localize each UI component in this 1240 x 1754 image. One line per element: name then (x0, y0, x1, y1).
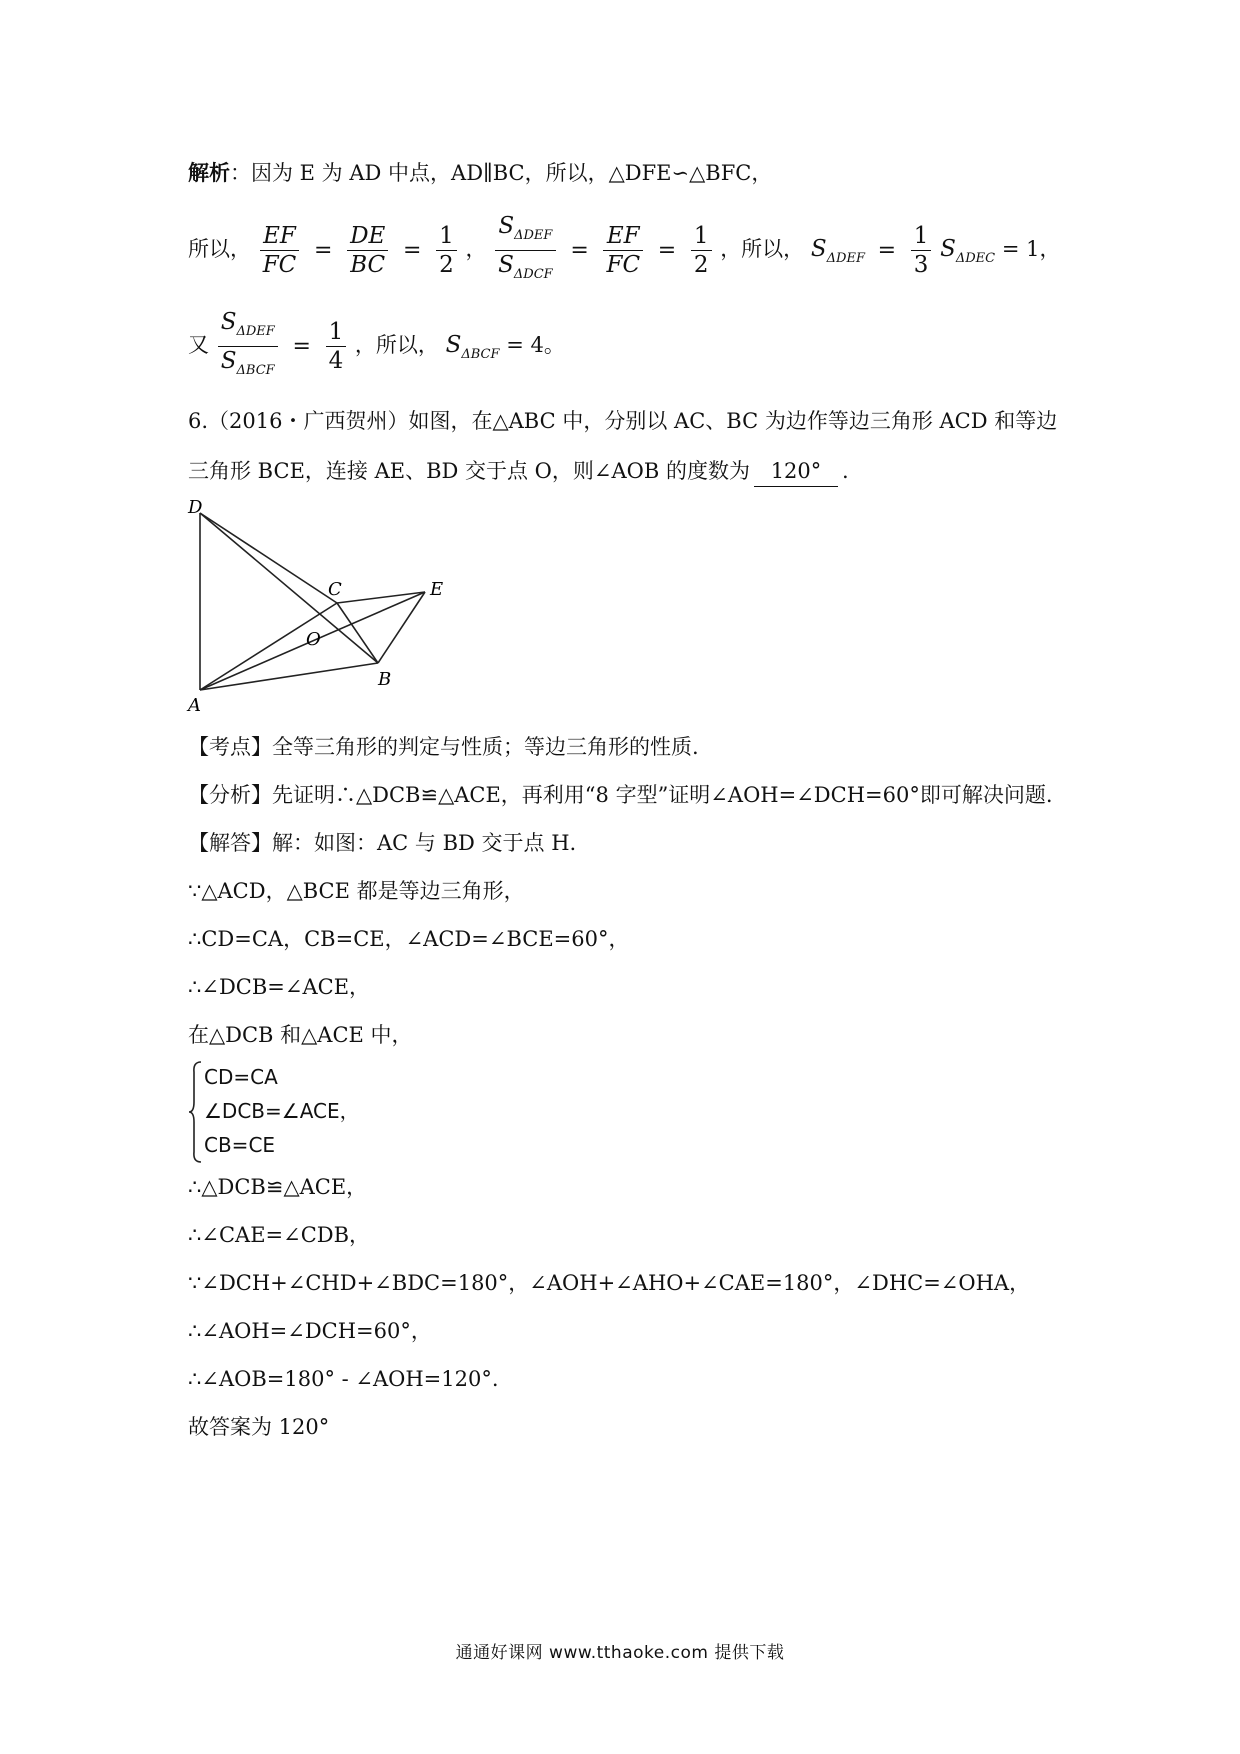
jieda: 【解答】解：如图：AC 与 BD 交于点 H. (188, 831, 577, 855)
s-def (810, 236, 865, 266)
step-8: ∴∠AOH=∠DCH=60°， (188, 1319, 432, 1343)
label-e: E (430, 579, 444, 600)
frac-den: 3 (913, 252, 929, 278)
equals-sign: = (570, 237, 589, 263)
equals-sign: = (877, 237, 897, 263)
fraction-1-4 (326, 318, 347, 375)
analysis-label: 解析 (188, 160, 230, 185)
step-4: 在△DCB 和△ACE 中， (188, 1023, 413, 1047)
analysis-line-2 (188, 212, 1060, 289)
left-brace-icon (188, 1060, 204, 1164)
subscript: ΔBCF (236, 363, 275, 378)
frac-num: EF (603, 222, 643, 251)
problem-line-1: 6.（2016・广西贺州）如图，在△ABC 中，分别以 AC、BC 为边作等边三角形 ACD 和等边 (188, 409, 1058, 433)
brace-lines (204, 1060, 360, 1162)
s-symbol: S (498, 213, 515, 239)
fraction-ef-fc-2 (603, 222, 643, 279)
text-suoyi: 所以， (188, 237, 251, 261)
comma: ， (465, 237, 487, 261)
fraction-ef-fc (260, 222, 300, 279)
footer: 通通好课网 www.tthaoke.com 提供下载 (455, 1643, 785, 1663)
kaodian: 【考点】全等三角形的判定与性质；等边三角形的性质. (188, 735, 699, 759)
step-6: ∴∠CAE=∠CDB， (188, 1223, 371, 1247)
frac-num: 1 (691, 222, 712, 251)
step-2: ∴CD=CA，CB=CE，∠ACD=∠BCE=60°， (188, 927, 630, 951)
s-bcf (445, 332, 500, 362)
geometry-figure (180, 495, 460, 715)
subscript: ΔDEF (236, 324, 275, 339)
frac-num: 1 (436, 222, 457, 251)
subscript: ΔDEF (826, 251, 865, 266)
frac-den: FC (262, 252, 297, 278)
s-symbol: S (220, 309, 237, 335)
label-b: B (378, 669, 392, 690)
analysis-line-3 (188, 308, 565, 385)
label-d: D (188, 497, 203, 518)
step-1: ∵△ACD，△BCE 都是等边三角形， (188, 879, 525, 903)
analysis-text-1: ：因为 E 为 AD 中点，AD∥BC，所以，△DFE∽△BFC， (230, 161, 773, 185)
frac-num (218, 308, 278, 347)
s-symbol: S (445, 332, 462, 358)
text-suoyi-2: ，所以， (720, 237, 805, 261)
frac-den (495, 251, 556, 289)
brace-line-1: CD=CA (204, 1065, 278, 1089)
fraction-1-2-b (691, 222, 712, 279)
frac-num: DE (347, 222, 388, 251)
problem-text: 三角形 BCE，连接 AE、BD 交于点 O，则∠AOB 的度数为 (188, 459, 750, 483)
step-5: ∴△DCB≌△ACE， (188, 1175, 368, 1199)
frac-num: 1 (326, 318, 347, 347)
subscript: ΔBCF (461, 347, 500, 362)
brace-line-3: CB=CE (204, 1133, 276, 1157)
segment-dc (200, 513, 337, 603)
equals-sign: = (657, 237, 677, 263)
fraction-sdef-sdcf (495, 212, 556, 289)
answer-blank: 120° (754, 456, 838, 487)
frac-den: 2 (439, 252, 454, 278)
step-3: ∴∠DCB=∠ACE， (188, 975, 371, 999)
label-c: C (328, 579, 342, 600)
frac-den: 2 (693, 252, 709, 278)
s-symbol: S (940, 236, 956, 262)
s-symbol: S (220, 348, 237, 374)
frac-den: BC (350, 252, 386, 278)
frac-den: 4 (328, 348, 344, 374)
step-9: ∴∠AOB=180° - ∠AOH=120°. (188, 1367, 499, 1391)
label-o: O (306, 629, 321, 650)
s-symbol: S (810, 236, 827, 262)
text-suoyi-3: ，所以， (354, 333, 439, 357)
fenxi: 【分析】先证明∴△DCB≌△ACE，再利用“8 字型”证明∠AOH=∠DCH=60°即可解决问题. (188, 783, 1053, 807)
analysis-line-1 (188, 158, 772, 188)
s-symbol: S (498, 252, 514, 278)
problem-line-2 (188, 456, 849, 487)
s-dec (940, 236, 996, 266)
step-7: ∵∠DCH+∠CHD+∠BDC=180°，∠AOH+∠AHO+∠CAE=180°，∠DHC=∠OHA， (188, 1271, 1031, 1295)
frac-num: 1 (911, 222, 932, 251)
result-2: = 4。 (506, 333, 565, 357)
frac-num (495, 212, 556, 251)
period: . (841, 459, 849, 483)
subscript: ΔDCF (513, 267, 553, 282)
subscript: ΔDEF (514, 228, 553, 243)
fraction-sdef-sbcf (218, 308, 278, 385)
fraction-de-bc (347, 222, 388, 279)
label-a: A (188, 695, 201, 715)
text-you: 又 (188, 333, 209, 357)
fraction-1-2 (436, 222, 457, 279)
segment-db (200, 513, 378, 663)
equals-sign: = (313, 237, 333, 263)
fraction-1-3 (911, 222, 932, 279)
result-1: = 1， (1001, 237, 1061, 261)
subscript: ΔDEC (955, 251, 996, 266)
brace-line-2: ∠DCB=∠ACE， (204, 1099, 360, 1123)
frac-num: EF (260, 222, 300, 251)
equals-sign: = (402, 237, 422, 263)
step-10: 故答案为 120° (188, 1415, 330, 1439)
segment-ab (200, 663, 378, 690)
frac-den: FC (606, 252, 641, 278)
equals-sign: = (292, 333, 311, 359)
frac-den (218, 347, 278, 385)
